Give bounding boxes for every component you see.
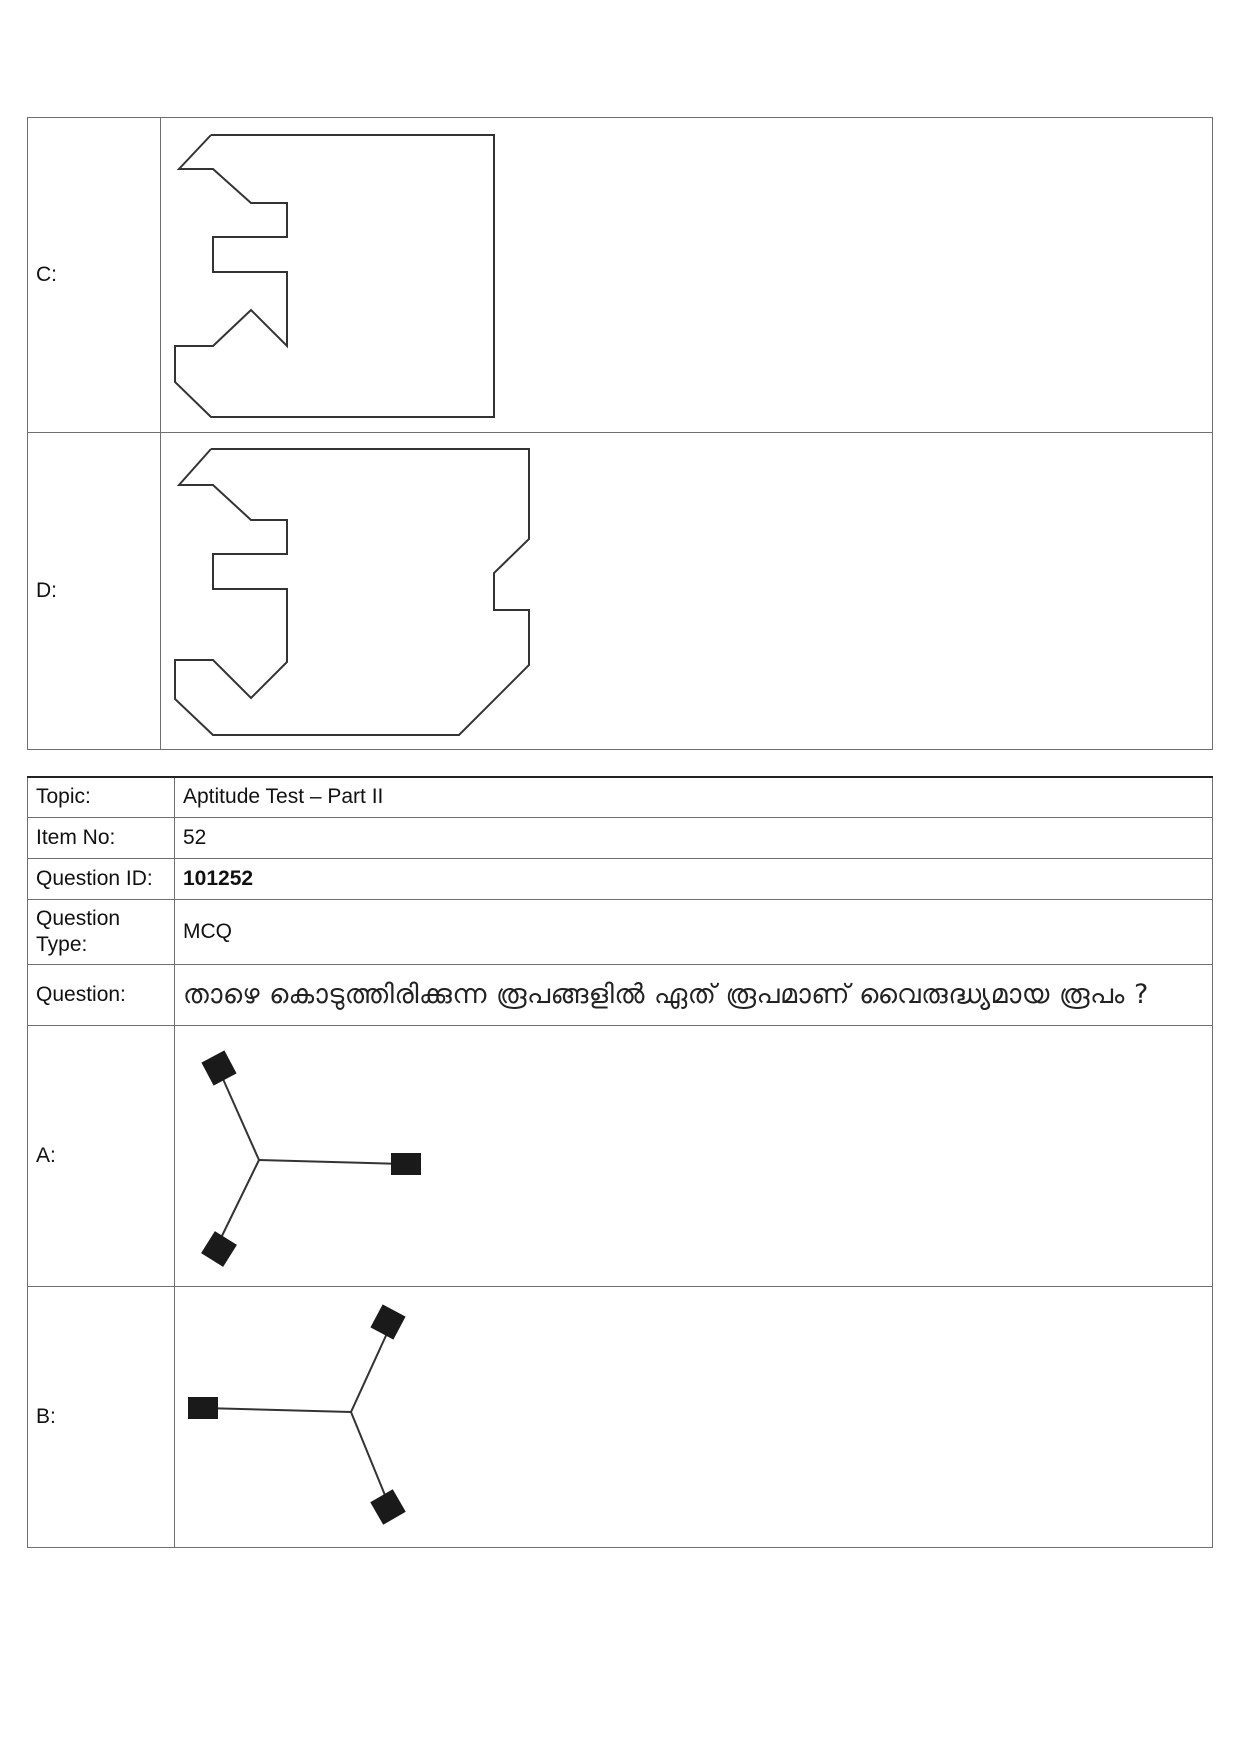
item-no-row: [28, 817, 1213, 858]
option-c-outline: [175, 135, 494, 417]
option-a-block-right: [391, 1153, 421, 1175]
option-b-arm-lower: [351, 1412, 389, 1505]
option-d-figure-cell: [161, 433, 1213, 750]
topic-row: [28, 777, 1213, 817]
question-type-row: [28, 899, 1213, 964]
option-b-block-upper: [370, 1304, 405, 1339]
option-c-figure: [161, 118, 561, 432]
option-a-block-upper: [201, 1050, 236, 1085]
option-b-arm-upper: [351, 1329, 389, 1412]
option-d-figure: [161, 433, 561, 749]
option-a-label: A:: [28, 1025, 175, 1286]
option-b-block-left: [188, 1397, 218, 1419]
option-a-figure: [175, 1026, 575, 1286]
option-b-figure-cell: [175, 1286, 1213, 1547]
question-label: Question:: [28, 964, 175, 1025]
option-c-label: C:: [28, 118, 161, 433]
option-a-arm-lower: [219, 1160, 259, 1242]
question-type-label: Question Type:: [28, 899, 175, 964]
option-a-row: [28, 1025, 1213, 1286]
item-no-label: Item No:: [28, 817, 175, 858]
option-b-row: [28, 1286, 1213, 1547]
topic-value: Aptitude Test – Part II: [175, 777, 1213, 817]
question-row: [28, 964, 1213, 1025]
option-c-figure-cell: [161, 118, 1213, 433]
question-text: താഴെ കൊടുത്തിരിക്കുന്ന രൂപങ്ങളിൽ ഏത് രൂപമാണ് വൈരുദ്ധ്യമായ രൂപം ?: [175, 964, 1213, 1025]
option-b-block-lower: [370, 1489, 406, 1525]
option-a-arm-upper: [219, 1070, 259, 1160]
option-a-arm-right: [259, 1160, 405, 1164]
question-details-table: [27, 776, 1213, 1548]
question-id-row: [28, 858, 1213, 899]
options-cd-table: [27, 117, 1213, 750]
option-d-row: [28, 433, 1213, 750]
question-type-value: MCQ: [175, 899, 1213, 964]
option-a-figure-cell: [175, 1025, 1213, 1286]
option-d-outline: [175, 449, 529, 735]
option-b-figure: [175, 1287, 575, 1547]
item-no-value: 52: [175, 817, 1213, 858]
option-b-label: B:: [28, 1286, 175, 1547]
question-id-value: 101252: [175, 858, 1213, 899]
option-a-block-lower: [201, 1231, 237, 1267]
option-b-arm-left: [203, 1408, 351, 1412]
option-d-label: D:: [28, 433, 161, 750]
question-id-label: Question ID:: [28, 858, 175, 899]
option-c-row: [28, 118, 1213, 433]
topic-label: Topic:: [28, 777, 175, 817]
